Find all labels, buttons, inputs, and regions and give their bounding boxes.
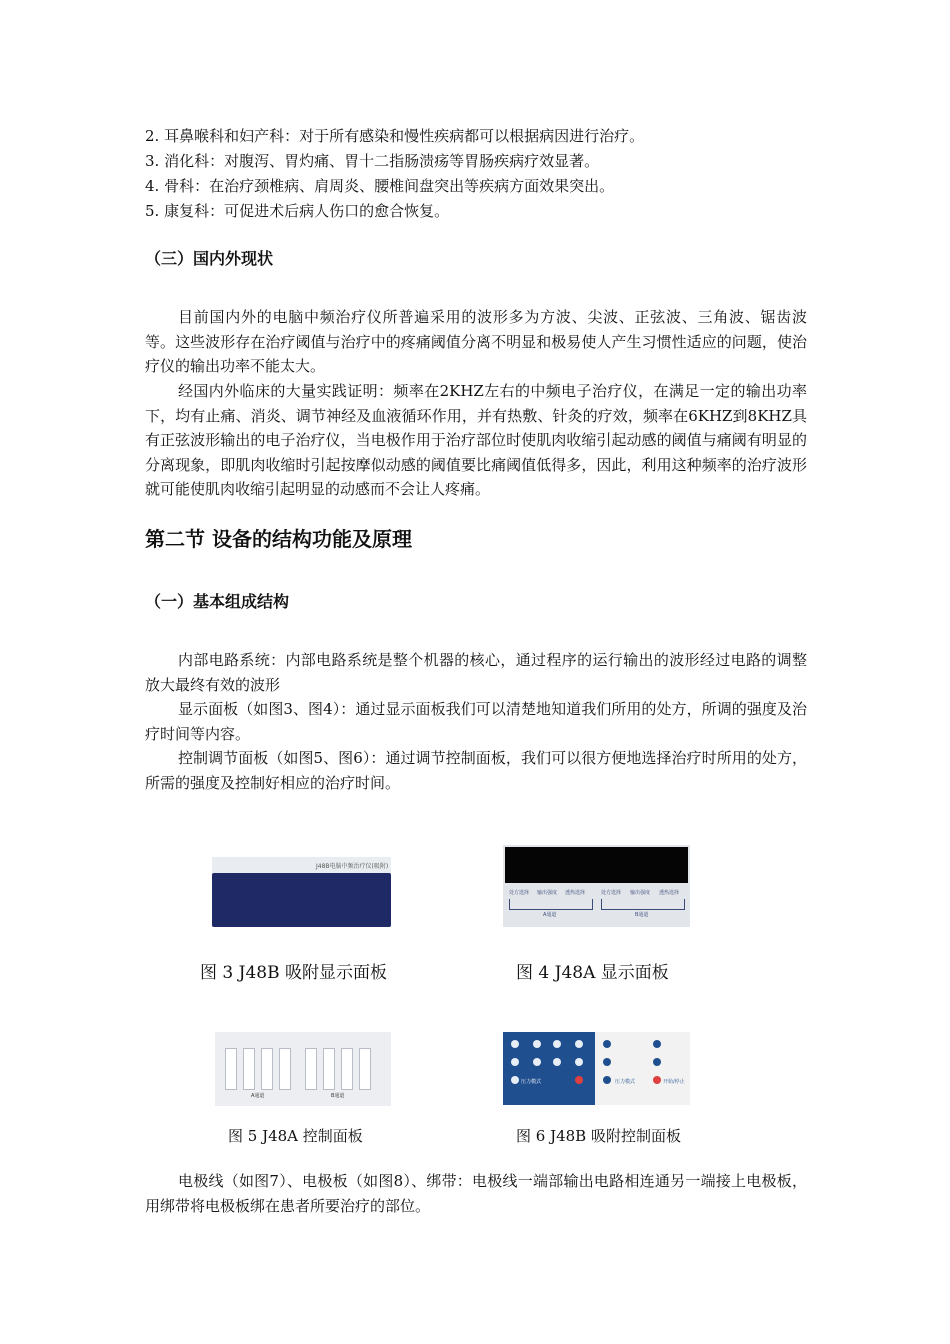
figure-5-image <box>215 1032 391 1106</box>
panel-label: 压力模式 <box>521 1079 542 1085</box>
list-item: 5. 康复科：可促进术后病人伤口的愈合恢复。 <box>145 202 450 220</box>
panel-label: 处方选择 <box>601 890 622 896</box>
body-paragraph: 内部电路系统：内部电路系统是整个机器的核心，通过程序的运行输出的波形经过电路的调整放大最终有效的波形 <box>145 651 807 694</box>
bracket-line <box>601 899 685 910</box>
panel-label: 输出强度 <box>630 890 651 896</box>
section-heading: （三）国内外现状 <box>145 249 274 268</box>
figure-caption: 图 6 J48B 吸附控制面板 <box>516 1127 681 1145</box>
channel-label: A通道 <box>543 912 557 918</box>
button-group-a <box>225 1048 295 1090</box>
figure-caption: 图 4 J48A 显示面板 <box>516 963 669 983</box>
figure-3-photo-label: J48B电脑中频治疗仪(吸附) <box>316 863 389 870</box>
panel-label: 输出强度 <box>537 890 558 896</box>
figure-4-image <box>503 845 690 927</box>
body-paragraph: 控制调节面板（如图5、图6）：通过调节控制面板，我们可以很方便地选择治疗时所用的处方，所需的强度及控制好相应的治疗时间。 <box>145 749 807 792</box>
list-item: 2. 耳鼻喉科和妇产科：对于所有感染和慢性疾病都可以根据病因进行治疗。 <box>145 127 645 145</box>
panel-label: 开始/停止 <box>663 1079 685 1085</box>
body-paragraph: 电极线（如图7）、电极板（如图8）、绑带：电极线一端部输出电路相连通另一端接上电极板，用绑带将电极板绑在患者所要治疗的部位。 <box>145 1172 807 1215</box>
chapter-heading: 第二节 设备的结构功能及原理 <box>145 527 412 551</box>
figure-6-image <box>503 1032 690 1105</box>
list-item: 4. 骨科：在治疗颈椎病、肩周炎、腰椎间盘突出等疾病方面效果突出。 <box>145 177 615 195</box>
list-item: 3. 消化科：对腹泻、胃灼痛、胃十二指肠溃疡等胃肠疾病疗效显著。 <box>145 152 600 170</box>
display-screen <box>505 847 688 883</box>
panel-label: 处方选择 <box>509 890 530 896</box>
body-paragraph: 经国内外临床的大量实践证明：频率在2KHZ左右的中频电子治疗仪，在满足一定的输出功率下，均有止痛、消炎、调节神经及血液循环作用，并有热敷、针灸的疗效，频率在6KHZ到8KHZ具有正弦波形输出的电子治疗仪，当电极作用于治疗部位时使肌肉收缩引起动感的阈值与痛阈有明显的分离现象，即肌肉收缩时引起按摩似动感的阈值要比痛阈值低得多，因此，利用这种频率的治疗波形就可能使肌肉收缩引起明显的动感而不会让人疼痛。 <box>145 382 807 498</box>
figure-caption: 图 5 J48A 控制面板 <box>228 1127 363 1145</box>
channel-label: B通道 <box>635 912 649 918</box>
body-paragraph: 目前国内外的电脑中频治疗仪所普遍采用的波形多为方波、尖波、正弦波、三角波、锯齿波等。这些波形存在治疗阈值与治疗中的疼痛阈值分离不明显和极易使人产生习惯性适应的问题，使治疗仪的输出功率不能太大。 <box>145 308 807 375</box>
figure-caption: 图 3 J48B 吸附显示面板 <box>200 963 387 982</box>
body-paragraph: 显示面板（如图3、图4）：通过显示面板我们可以清楚地知道我们所用的处方，所调的强度及治疗时间等内容。 <box>145 700 807 743</box>
panel-label: 透热选择 <box>659 890 680 896</box>
figure-3-image <box>212 857 391 927</box>
panel-label: 透热选择 <box>565 890 586 896</box>
bracket-line <box>509 899 593 910</box>
channel-label: B通道 <box>331 1093 345 1099</box>
panel-label: 压力模式 <box>615 1079 636 1085</box>
section-heading: （一）基本组成结构 <box>145 592 290 611</box>
channel-label: A通道 <box>251 1093 265 1099</box>
button-group-b <box>305 1048 375 1090</box>
display-screen <box>212 873 391 927</box>
